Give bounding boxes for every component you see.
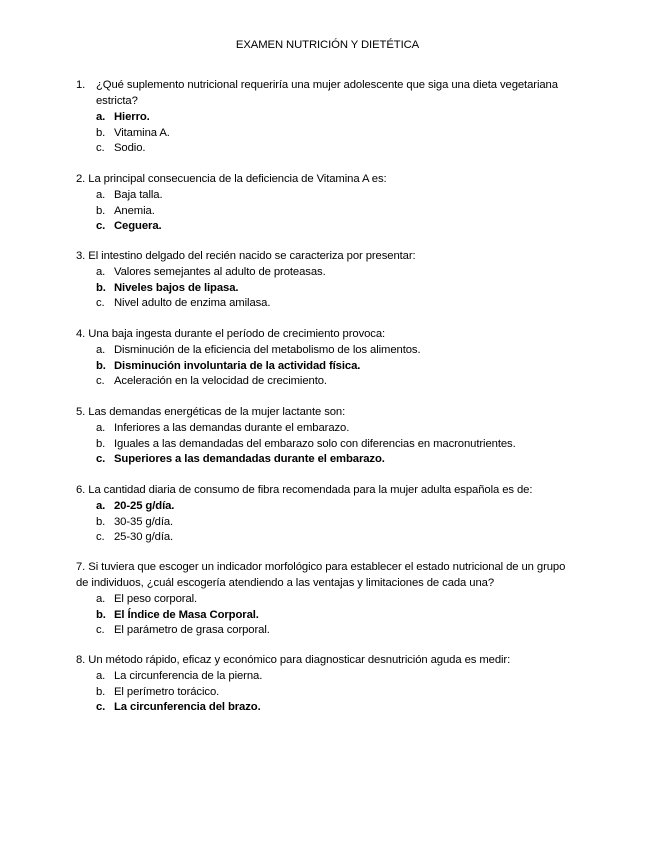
question-8: [76, 652, 576, 715]
question-number: 4.: [76, 328, 86, 340]
option-a: a. Hierro.: [96, 111, 150, 123]
question-text: [76, 171, 576, 187]
option-a: a. Baja talla.: [96, 189, 163, 201]
question-body: Si tuviera que escoger un indicador morfológico para establecer el estado nutricional de un grupo de individuos, ¿cuál escogería atendiendo a las ventajas y limitaciones de cada una?: [76, 561, 566, 589]
question-text: [76, 482, 576, 498]
question-3: [76, 248, 576, 311]
question-7: [76, 559, 572, 638]
question-body: ¿Qué suplemento nutricional requeriría una mujer adolescente que siga una dieta vegetariana estricta?: [96, 79, 558, 107]
option-a: a. La circunferencia de la pierna.: [96, 670, 263, 682]
option-a: a. El peso corporal.: [96, 593, 198, 605]
option-a: a. Valores semejantes al adulto de proteasas.: [96, 266, 326, 278]
option-c: c. La circunferencia del brazo.: [96, 701, 261, 714]
question-number: 2.: [76, 173, 86, 185]
option-b: b. Iguales a las demandadas del embarazo solo con diferencias en macronutrientes.: [96, 437, 516, 450]
question-body: Una baja ingesta durante el período de crecimiento provoca:: [88, 328, 386, 340]
question-number: 6.: [76, 484, 86, 496]
question-number: 8.: [76, 654, 86, 666]
question-text: [76, 404, 576, 420]
option-b: b. 30-35 g/día.: [96, 515, 174, 528]
question-text: [76, 77, 576, 109]
option-a: a. Inferiores a las demandas durante el embarazo.: [96, 422, 350, 434]
option-b: b. El perímetro torácico.: [96, 685, 220, 698]
option-c: c. Superiores a las demandadas durante el embarazo.: [96, 453, 385, 466]
exam-title: EXAMEN NUTRICIÓN Y DIETÉTICA: [235, 39, 420, 51]
question-body: La principal consecuencia de la deficiencia de Vitamina A es:: [88, 173, 387, 185]
question-text: [76, 559, 572, 591]
question-body: La cantidad diaria de consumo de fibra recomendada para la mujer adulta española es de:: [88, 484, 533, 496]
question-body: Un método rápido, eficaz y económico para diagnosticar desnutrición aguda es medir:: [88, 654, 511, 666]
option-c: c. Ceguera.: [96, 220, 162, 233]
option-b: b. Vitamina A.: [96, 126, 170, 139]
option-a: a. Disminución de la eficiencia del metabolismo de los alimentos.: [96, 344, 421, 356]
option-b: b. Disminución involuntaria de la actividad física.: [96, 359, 361, 372]
question-1: [76, 77, 576, 156]
question-text: [76, 248, 576, 264]
option-c: c. El parámetro de grasa corporal.: [96, 624, 270, 637]
question-text: [76, 652, 576, 668]
question-body: El intestino delgado del recién nacido se caracteriza por presentar:: [88, 250, 416, 262]
option-c: c. Aceleración en la velocidad de crecimiento.: [96, 375, 327, 388]
question-number: 3.: [76, 250, 86, 262]
option-b: b. Niveles bajos de lipasa.: [96, 281, 239, 294]
question-text: [76, 326, 576, 342]
option-a: a. 20-25 g/día.: [96, 500, 175, 512]
option-c: c. Sodio.: [96, 142, 146, 155]
question-number: 1.: [76, 79, 86, 91]
option-b: b. Anemia.: [96, 204, 155, 217]
option-b: b. El Índice de Masa Corporal.: [96, 608, 259, 621]
question-4: [76, 326, 576, 389]
question-2: [76, 171, 576, 234]
question-number: 7.: [76, 561, 86, 573]
option-c: c. Nivel adulto de enzima amilasa.: [96, 297, 271, 310]
question-5: [76, 404, 576, 467]
question-6: [76, 482, 576, 545]
option-c: c. 25-30 g/día.: [96, 531, 174, 544]
question-number: 5.: [76, 406, 86, 418]
question-body: Las demandas energéticas de la mujer lactante son:: [88, 406, 346, 418]
